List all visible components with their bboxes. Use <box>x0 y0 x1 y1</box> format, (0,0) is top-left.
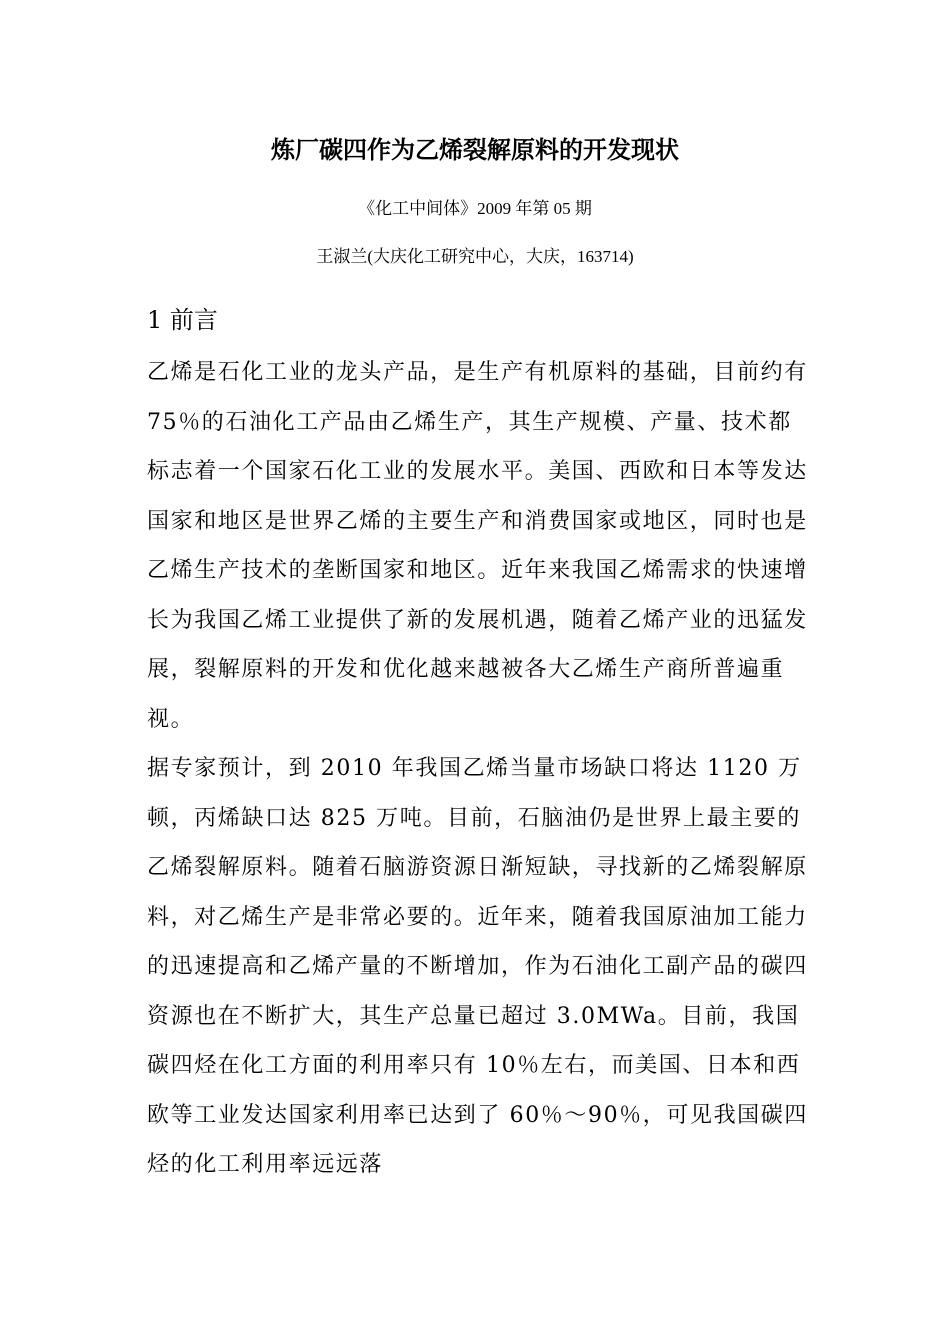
document-title: 炼厂碳四作为乙烯裂解原料的开发现状 <box>271 135 679 164</box>
paragraph: 据专家预计，到 2010 年我国乙烯当量市场缺口将达 1120 万顿，丙烯缺口达 825 万吨。目前，石脑油仍是世界上最主要的乙烯裂解原料。随着石脑游资源日渐短缺，寻找新的乙烯裂解原料，对乙烯生产是非常必要的。近年来，随着我国原油加工能力的迅速提高和乙烯产量的不断增加，作为石油化工副产品的碳四资源也在不断扩大，其生产总量已超过 3.0MWa。目前，我国碳四烃在化工方面的利用率只有 10％左右，而美国、日本和西欧等工业发达国家利用率已达到了 60％～90％，可见我国碳四烃的化工利用率远远落 <box>147 756 808 1177</box>
journal-citation: 《化工中间体》2009 年第 05 期 <box>358 199 592 218</box>
body-text <box>147 348 812 1190</box>
section-heading: 1 前言 <box>147 306 218 334</box>
paragraph: 乙烯是石化工业的龙头产品，是生产有机原料的基础，目前约有 75％的石油化工产品由乙烯生产，其生产规模、产量、技术都标志着一个国家石化工业的发展水平。美国、西欧和日本等发达国家和地区是世界乙烯的主要生产和消费国家或地区，同时也是乙烯生产技术的垄断国家和地区。近年来我国乙烯需求的快速增长为我国乙烯工业提供了新的发展机遇，随着乙烯产业的迅猛发展，裂解原料的开发和优化越来越被各大乙烯生产商所普遍重视。 <box>147 360 808 732</box>
author-affiliation: 王淑兰(大庆化工研究中心，大庆，163714) <box>316 247 634 266</box>
